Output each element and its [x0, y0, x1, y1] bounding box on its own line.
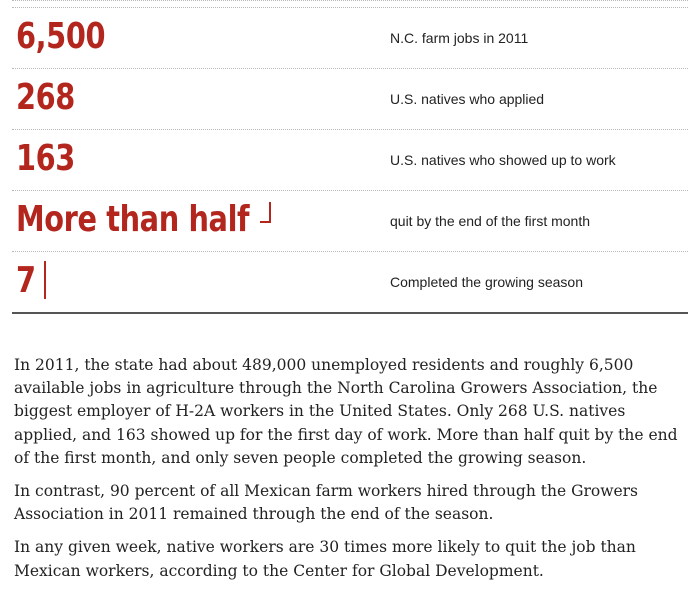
corner-mark-icon — [260, 202, 271, 223]
stat-description: Completed the growing season — [390, 274, 584, 290]
paragraph: In contrast, 90 percent of all Mexican farm workers hired through the Growers Association in 2011 remained through the end of the season. — [14, 482, 638, 524]
stat-description: quit by the end of the first month — [390, 213, 591, 229]
article-body — [14, 354, 690, 593]
stat-number: 6,500 — [16, 16, 106, 57]
stat-row-showed-up — [12, 129, 688, 190]
stat-row-farm-jobs — [12, 7, 688, 68]
stat-row-completed — [12, 251, 688, 312]
stat-bottom-rule — [12, 312, 688, 314]
stat-description: U.S. natives who applied — [390, 91, 545, 107]
stat-row-quit — [12, 190, 688, 251]
stat-number: 163 — [16, 138, 75, 179]
stat-number: 7 — [16, 260, 36, 301]
vertical-bar-icon — [44, 261, 46, 299]
paragraph: In any given week, native workers are 30 times more likely to quit the job than Mexican workers, according to the Center for Global Development. — [14, 538, 636, 580]
stat-row-applied — [12, 68, 688, 129]
stat-description: N.C. farm jobs in 2011 — [390, 30, 529, 46]
stat-number: More than half — [16, 199, 250, 240]
stat-description: U.S. natives who showed up to work — [390, 152, 616, 168]
paragraph: In 2011, the state had about 489,000 unemployed residents and roughly 6,500 available jobs in agriculture through the North Carolina Growers Association, the biggest employer of H-2A workers in the United States. Only 268 U.S. natives applied, and 163 showed up for the first day of work. More than half quit by the end of the first month, and only seven people completed the growing season. — [14, 356, 678, 467]
stat-top-divider — [12, 0, 688, 7]
stat-number: 268 — [16, 77, 75, 118]
stat-table — [12, 0, 688, 314]
